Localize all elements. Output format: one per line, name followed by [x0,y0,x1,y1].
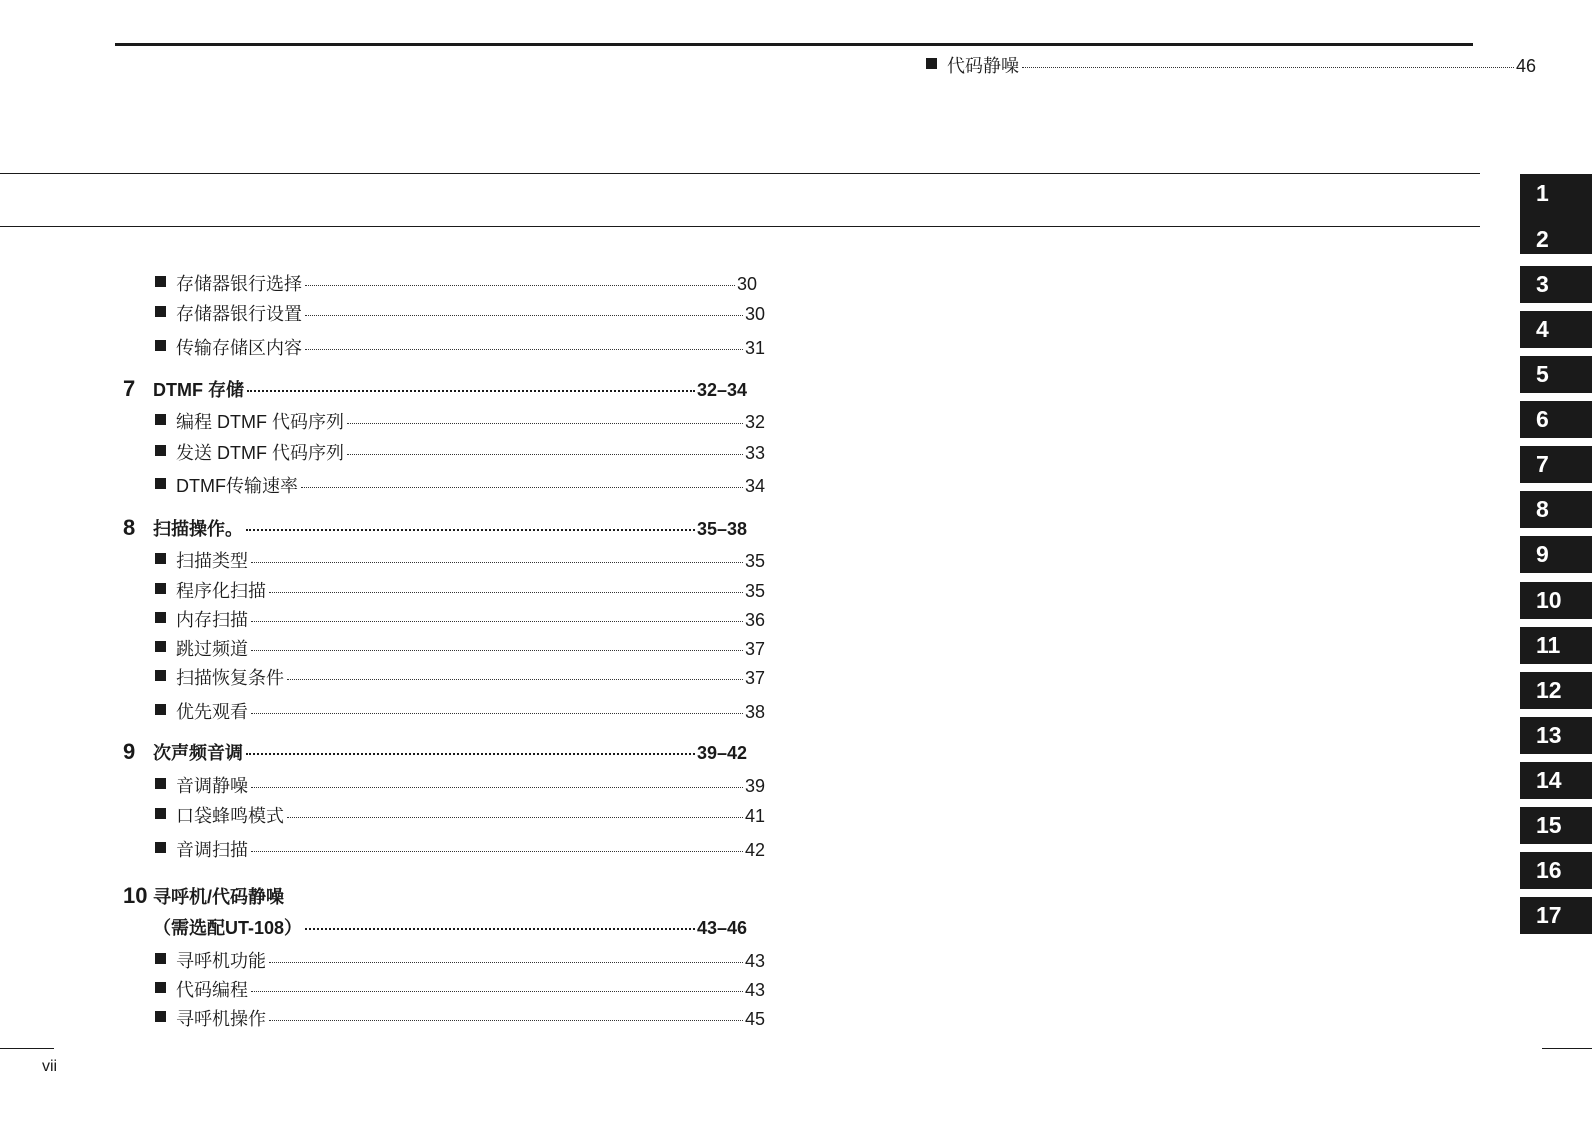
chapter-pages: 39–42 [696,743,747,763]
chapter-pages: 43–46 [696,918,747,938]
square-bullet-icon [155,704,166,715]
toc-subentry[interactable] [155,338,765,358]
chapter-number: 9 [123,739,136,764]
square-bullet-icon [155,478,166,489]
square-bullet-icon [155,670,166,681]
toc-subentry[interactable] [155,274,757,294]
toc-entry-page: 42 [744,840,765,860]
square-bullet-icon [155,445,166,456]
dot-leader [305,928,695,930]
chapter-tab-label: 10 [1536,587,1562,613]
dot-leader [246,529,695,531]
chapter-tab-12[interactable] [1520,672,1592,709]
toc-entry-header[interactable] [926,56,1536,76]
toc-entry-title: 编程 DTMF 代码序列 [176,412,344,432]
toc-entry-title: 跳过频道 [176,639,248,659]
toc-entry-title: 内存扫描 [176,610,248,630]
dot-leader [269,962,743,963]
toc-entry-title: 音调扫描 [176,840,248,860]
chapter-tab-label: 8 [1536,496,1549,522]
square-bullet-icon [155,306,166,317]
square-bullet-icon [155,553,166,564]
chapter-tab-8[interactable] [1520,491,1592,528]
chapter-number: 10 [123,883,148,908]
chapter-tab-16[interactable] [1520,852,1592,889]
chapter-tab-17[interactable] [1520,897,1592,934]
chapter-tab-4[interactable] [1520,311,1592,348]
square-bullet-icon [155,340,166,351]
toc-chapter[interactable] [123,883,747,908]
chapter-tab-13[interactable] [1520,717,1592,754]
toc-subentry[interactable] [155,476,765,496]
square-bullet-icon [155,778,166,789]
toc-entry-page: 38 [744,702,765,722]
toc-subentry[interactable] [155,702,765,722]
chapter-tab-label: 4 [1536,316,1549,342]
chapter-title: 寻呼机/代码静噪 [153,887,285,907]
square-bullet-icon [155,842,166,853]
chapter-tab-3[interactable] [1520,266,1592,303]
dot-leader [305,315,743,316]
footer-rule-right [1542,1048,1592,1049]
page-number: vii [42,1058,58,1075]
chapter-title: DTMF 存储 [153,380,244,400]
chapter-number: 7 [123,376,136,401]
dot-leader [251,621,743,622]
toc-entry-page: 34 [744,476,765,496]
chapter-tab-label: 16 [1536,857,1562,883]
chapter-title: 次声频音调 [153,743,243,763]
toc-subentry[interactable] [155,776,765,796]
toc-entry-title: DTMF传输速率 [176,476,298,496]
toc-subentry[interactable] [155,551,765,571]
chapter-tab-9[interactable] [1520,536,1592,573]
toc-entry-title: 口袋蜂鸣模式 [176,806,284,826]
toc-entry-title: 程序化扫描 [176,581,266,601]
dot-leader [251,851,743,852]
toc-entry-title: 传输存储区内容 [176,338,302,358]
square-bullet-icon [155,612,166,623]
toc-chapter-continuation[interactable] [153,918,747,938]
toc-entry-page: 30 [744,304,765,324]
chapter-tab-label: 9 [1536,541,1549,567]
toc-entry-page: 39 [744,776,765,796]
chapter-tab-label: 7 [1536,451,1549,477]
dot-leader [269,592,743,593]
toc-entry-title: 扫描恢复条件 [176,668,284,688]
dot-leader [287,679,743,680]
toc-subentry[interactable] [155,951,765,971]
dot-leader [347,454,743,455]
square-bullet-icon [155,982,166,993]
square-bullet-icon [155,276,166,287]
toc-entry-page: 41 [744,806,765,826]
chapter-tab-label: 12 [1536,677,1562,703]
toc-entry-page: 35 [744,551,765,571]
toc-entry-title: 音调静噪 [176,776,248,796]
toc-subentry[interactable] [155,806,765,826]
chapter-title: （需选配UT-108） [153,918,303,938]
toc-subentry[interactable] [155,639,765,659]
chapter-tab-label: 17 [1536,902,1562,928]
toc-entry-page: 46 [1515,56,1536,76]
toc-entry-title: 存储器银行选择 [176,274,302,294]
dot-leader [251,562,743,563]
toc-chapter[interactable] [123,376,747,401]
chapter-tab-label: 2 [1536,226,1549,252]
square-bullet-icon [155,953,166,964]
toc-subentry[interactable] [155,610,765,630]
dot-leader [1022,67,1514,68]
chapter-tab-label: 1 [1536,180,1549,206]
dot-leader [301,487,743,488]
chapter-tab-5[interactable] [1520,356,1592,393]
toc-subentry[interactable] [155,412,765,432]
chapter-pages: 35–38 [696,519,747,539]
dot-leader [246,753,695,755]
toc-entry-page: 37 [744,668,765,688]
toc-entry-page: 30 [736,274,757,294]
chapter-tab-6[interactable] [1520,401,1592,438]
toc-entry-title: 存储器银行设置 [176,304,302,324]
toc-entry-page: 43 [744,951,765,971]
toc-entry-page: 43 [744,980,765,1000]
chapter-tab-15[interactable] [1520,807,1592,844]
square-bullet-icon [926,58,937,69]
toc-subentry[interactable] [155,304,765,324]
chapter-pages: 32–34 [696,380,747,400]
footer-rule-left [0,1048,54,1049]
toc-subentry[interactable] [155,668,765,688]
dot-leader [251,650,743,651]
chapter-tab-11[interactable] [1520,627,1592,664]
chapter-tab-label: 11 [1536,632,1561,658]
dot-leader [347,423,743,424]
dot-leader [251,713,743,714]
section-rule-top [0,173,1480,174]
toc-entry-page: 36 [744,610,765,630]
toc-entry-title: 扫描类型 [176,551,248,571]
toc-entry-page: 45 [744,1009,765,1029]
dot-leader [269,1020,743,1021]
chapter-tab-label: 15 [1536,812,1562,838]
dot-leader [287,817,743,818]
toc-chapter[interactable] [123,515,747,540]
chapter-tab-label: 5 [1536,361,1549,387]
square-bullet-icon [155,583,166,594]
toc-entry-page: 37 [744,639,765,659]
chapter-tab-label: 3 [1536,271,1549,297]
square-bullet-icon [155,641,166,652]
chapter-tab-label: 14 [1536,767,1562,793]
square-bullet-icon [155,808,166,819]
section-rule-bottom [0,226,1480,227]
chapter-tab-label: 13 [1536,722,1562,748]
toc-subentry[interactable] [155,1009,765,1029]
chapter-tab-14[interactable] [1520,762,1592,799]
top-rule [115,43,1473,46]
dot-leader [251,787,743,788]
chapter-tab-10[interactable] [1520,582,1592,619]
toc-subentry[interactable] [155,980,765,1000]
toc-entry-page: 32 [744,412,765,432]
toc-entry-page: 35 [744,581,765,601]
toc-entry-title: 寻呼机操作 [176,1009,266,1029]
toc-entry-title: 代码编程 [176,980,248,1000]
toc-entry-title: 代码静噪 [947,56,1019,76]
toc-entry-page: 31 [744,338,765,358]
dot-leader [247,390,695,392]
square-bullet-icon [155,1011,166,1022]
chapter-tab-2[interactable] [1520,221,1592,258]
chapter-tab-7[interactable] [1520,446,1592,483]
dot-leader [251,991,743,992]
toc-subentry[interactable] [155,581,765,601]
square-bullet-icon [155,414,166,425]
toc-entry-title: 发送 DTMF 代码序列 [176,443,344,463]
chapter-tab-label: 6 [1536,406,1549,432]
toc-entry-title: 寻呼机功能 [176,951,266,971]
dot-leader [305,285,735,286]
chapter-title: 扫描操作。 [153,519,243,539]
toc-chapter[interactable] [123,739,747,764]
toc-subentry[interactable] [155,840,765,860]
toc-entry-title: 优先观看 [176,702,248,722]
chapter-number: 8 [123,515,136,540]
dot-leader [305,349,743,350]
toc-subentry[interactable] [155,443,765,463]
toc-entry-page: 33 [744,443,765,463]
